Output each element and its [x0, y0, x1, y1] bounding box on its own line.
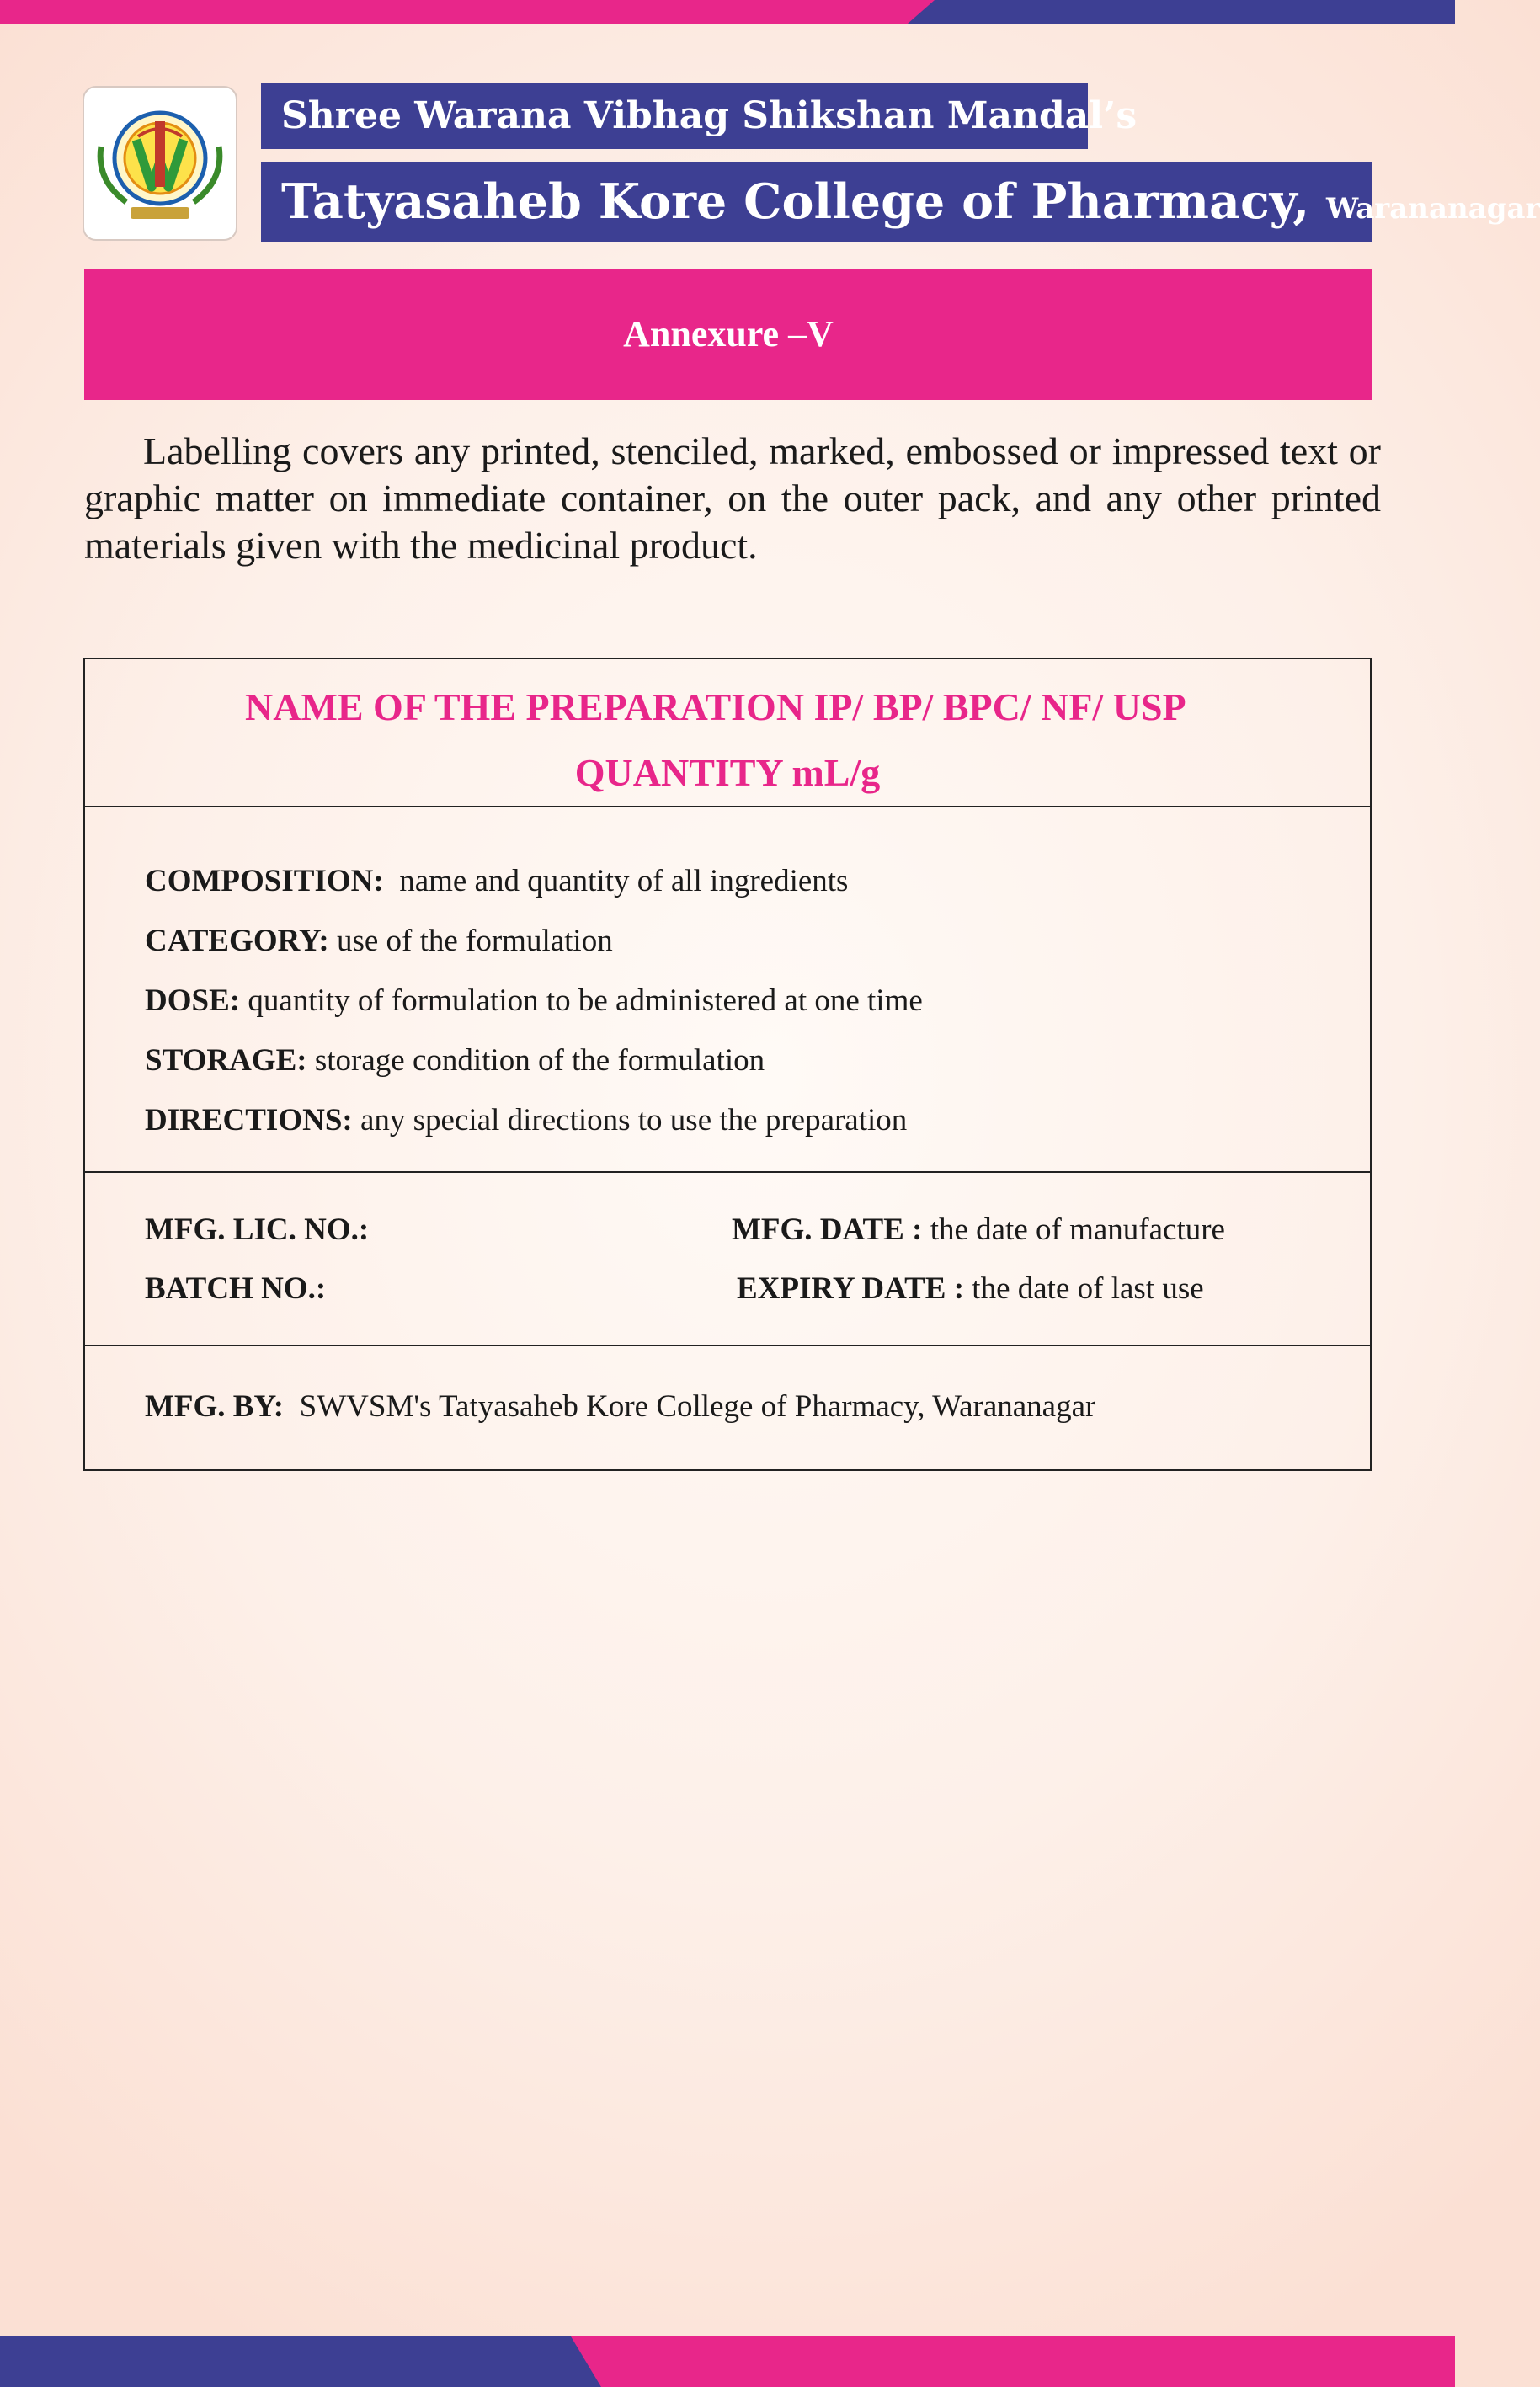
expiry-date-key: EXPIRY DATE : [737, 1271, 965, 1306]
composition-row [145, 851, 1370, 911]
college-logo [83, 86, 237, 241]
college-name: Tatyasaheb Kore College of Pharmacy, [281, 173, 1310, 230]
category-key: CATEGORY: [145, 924, 329, 958]
college-location: Warananagar [1326, 192, 1540, 226]
expiry-date-value: the date of last use [972, 1271, 1204, 1306]
storage-key: STORAGE: [145, 1043, 307, 1078]
composition-section [85, 807, 1370, 1173]
manufacturing-section [85, 1173, 1370, 1346]
directions-value: any special directions to use the preparation [360, 1103, 908, 1138]
logo-emblem-icon [84, 88, 236, 239]
intro-paragraph: Labelling covers any printed, stenciled, marked, embossed or impressed text or graphic matter on immediate container, on the outer pack, and any other printed materials given with the medicinal product. [84, 429, 1381, 567]
batch-no [145, 1271, 326, 1307]
dose-key: DOSE: [145, 983, 241, 1018]
annexure-title: Annexure –V [84, 269, 1372, 400]
top-accent-bar-blue [908, 0, 1455, 24]
category-value: use of the formulation [336, 924, 613, 958]
category-row [145, 911, 1370, 971]
mfg-date-key: MFG. DATE : [732, 1212, 923, 1247]
bottom-accent-bar-pink [571, 2336, 1455, 2387]
directions-key: DIRECTIONS: [145, 1103, 353, 1138]
storage-value: storage condition of the formulation [314, 1043, 765, 1078]
mfg-by [145, 1388, 1095, 1425]
dose-value: quantity of formulation to be administered at one time [248, 983, 923, 1018]
mfg-date [732, 1212, 1225, 1248]
label-title-section [85, 659, 1370, 807]
label-title-line-1: NAME OF THE PREPARATION IP/ BP/ BPC/ NF/ USP [245, 685, 1186, 728]
mfg-date-value: the date of manufacture [930, 1212, 1225, 1247]
mandal-name-banner: Shree Warana Vibhag Shikshan Mandal’s [261, 83, 1088, 149]
mfg-by-key: MFG. BY: [145, 1389, 285, 1424]
batch-key: BATCH NO.: [145, 1271, 327, 1306]
composition-key: COMPOSITION: [145, 864, 384, 898]
storage-row [145, 1031, 1370, 1090]
label-title-line-2: QUANTITY mL/g [574, 751, 881, 794]
manufactured-by-section [85, 1346, 1370, 1469]
label-template-box [83, 658, 1372, 1471]
directions-row [145, 1090, 1370, 1150]
college-name-banner [261, 162, 1540, 242]
mfg-lic-key: MFG. LIC. NO.: [145, 1212, 370, 1247]
mfg-by-value: SWVSM's Tatyasaheb Kore College of Pharmacy, Warananagar [299, 1389, 1096, 1424]
top-accent-bar-pink [0, 0, 935, 24]
mfg-lic-no [145, 1212, 369, 1248]
dose-row [145, 971, 1370, 1031]
composition-value: name and quantity of all ingredients [399, 864, 849, 898]
bottom-accent-bar-blue [0, 2336, 606, 2387]
expiry-date [737, 1271, 1204, 1307]
